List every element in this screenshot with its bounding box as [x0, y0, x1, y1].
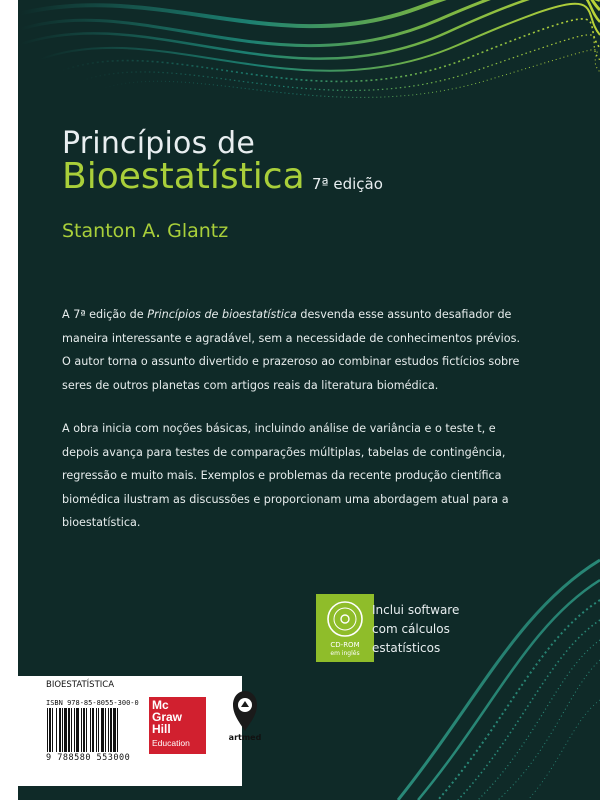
cd-rom-label-group: [316, 594, 374, 662]
website-url: www.grupoa.com.br: [46, 764, 117, 772]
paragraph-1-start: A 7ª edição de: [62, 308, 148, 321]
logo-line-mc: Mc: [152, 698, 169, 712]
logo-line-graw: Graw: [152, 710, 183, 724]
artmed-logo: [215, 689, 273, 749]
edition-label: 7ª edição: [312, 175, 383, 193]
artmed-wordmark: artmed: [228, 733, 262, 742]
logo-line-education: Education: [152, 738, 190, 748]
description-paragraph-2: A obra inicia com noções básicas, incluindo análise de variância e o teste t, e depois avança para testes de comparações múltiplas, tabelas de contingência, regressão e muito mais. Exemplos e problemas da recente produção científica biomédica ilustram as discussões e proporcionam uma abordagem atual para a bioestatística.: [62, 422, 509, 529]
isbn-text: ISBN 978-85-8055-300-0: [46, 699, 139, 707]
barcode-image: [46, 708, 144, 752]
title-line-1: Princípios de: [62, 126, 256, 161]
description-paragraph-1: [62, 303, 532, 397]
title-line-2: Bioestatística: [62, 156, 305, 197]
category-label: BIOESTATÍSTICA: [46, 680, 115, 690]
mcgraw-hill-logo: [149, 697, 206, 754]
paragraph-1-rest: desvenda esse assunto desafiador de maneira interessante e agradável, sem a necessidade de conhecimentos prévios. O autor torna o assunto divertido e prazeroso ao combinar estudos fictícios sobre seres de outros planetas com artigos reais da literatura biomédica.: [62, 308, 521, 392]
paragraph-1-book-title: Princípios de bioestatística: [147, 308, 297, 321]
barcode-number: 9 788580 553000: [46, 753, 131, 763]
author-name: Stanton A. Glantz: [62, 220, 229, 242]
cd-rom-label: CD-ROM: [330, 641, 360, 649]
cd-rom-description: Inclui software com cálculos estatísticos: [372, 603, 460, 655]
artmed-emblem-icon: [230, 689, 260, 733]
logo-line-hill: Hill: [152, 722, 171, 736]
cd-rom-sublabel: em inglês: [330, 650, 360, 657]
